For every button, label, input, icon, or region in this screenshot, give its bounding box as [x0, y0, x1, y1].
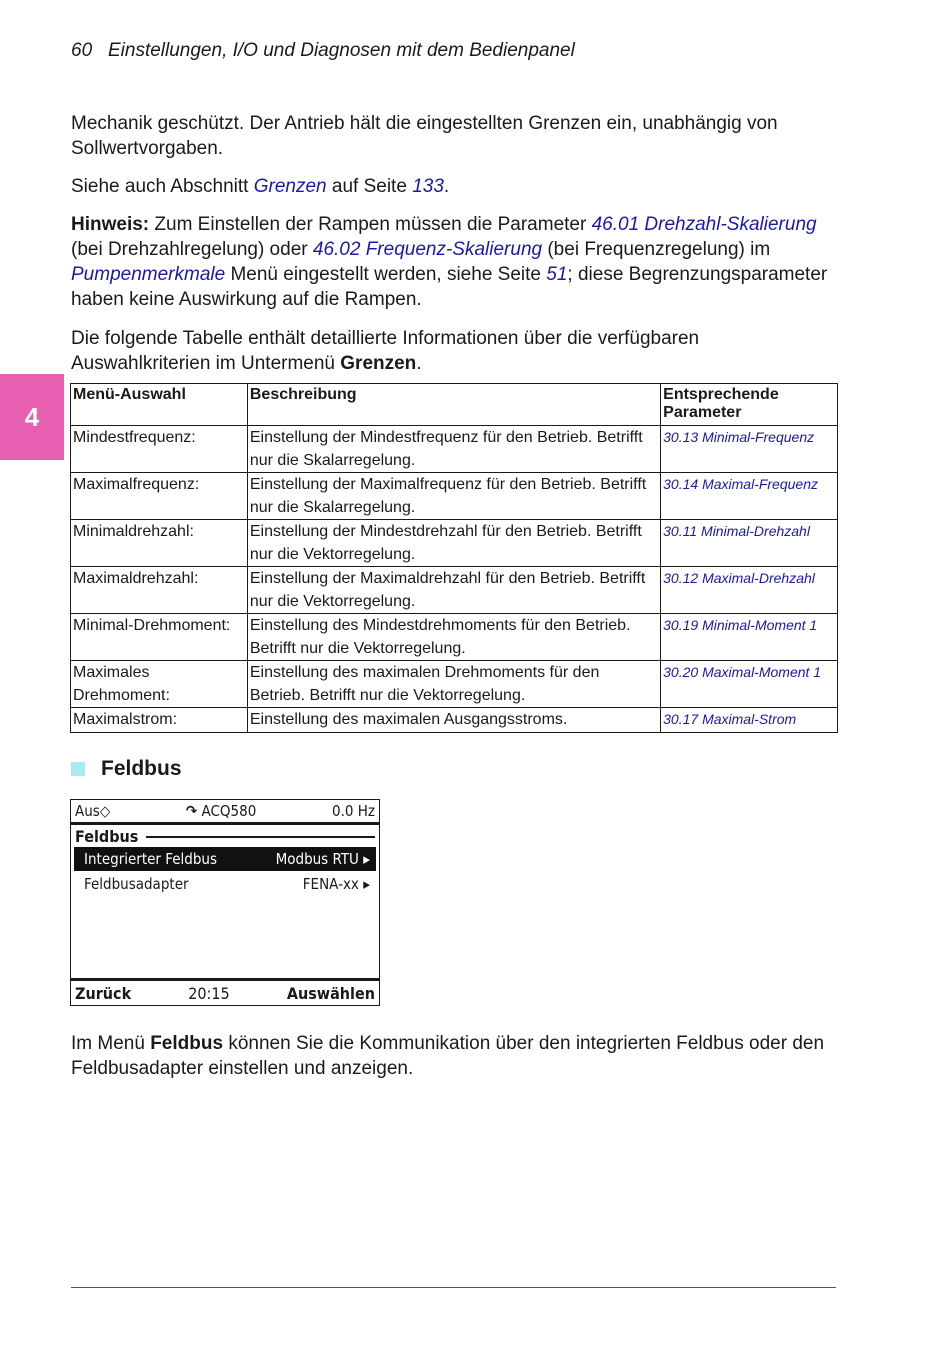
- lcd-status-right: 0.0 Hz: [332, 802, 375, 820]
- select-softkey[interactable]: Auswählen: [286, 983, 375, 1003]
- cell-parameter-link[interactable]: 30.17 Maximal-Strom: [661, 708, 838, 733]
- link-grenzen[interactable]: Grenzen: [253, 176, 327, 197]
- arrow-right-icon: ▸: [363, 850, 370, 868]
- cell-description: Einstellung der Mindestfrequenz für den Betrieb. Betrifft nur die Skalarregelung.: [247, 426, 660, 473]
- cell-description: Einstellung der Mindestdrehzahl für den Betrieb. Betrifft nur die Vektorregelung.: [247, 520, 660, 567]
- section-heading: [71, 757, 182, 781]
- link-page-133[interactable]: 133: [412, 176, 444, 197]
- footer-rule: [71, 1287, 836, 1288]
- table-row: [71, 473, 838, 520]
- lcd-status-left: Aus◇: [75, 802, 111, 820]
- header-menu: Menü-Auswahl: [71, 384, 248, 426]
- cell-menu: Minimaldrehzahl:: [71, 520, 248, 567]
- rotation-arrow-icon: ↷: [185, 802, 198, 820]
- cell-parameter-link[interactable]: 30.12 Maximal-Drehzahl: [661, 567, 838, 614]
- lcd-footer: [71, 978, 379, 1005]
- lcd-status-center: ↷ ACQ580: [185, 802, 257, 820]
- link-page-51[interactable]: 51: [546, 264, 568, 285]
- section-title: Feldbus: [101, 757, 182, 780]
- table-header-row: [71, 384, 838, 426]
- cell-menu: Maximaldrehzahl:: [71, 567, 248, 614]
- running-title: Einstellungen, I/O und Diagnosen mit dem Bedienpanel: [107, 40, 575, 61]
- lcd-menu-title: Feldbus: [71, 825, 379, 846]
- table-row: [71, 614, 838, 661]
- lcd-item-integrierter-feldbus[interactable]: Integrierter Feldbus Modbus RTU ▸: [74, 847, 376, 871]
- header-parameter: Entsprechende Parameter: [661, 384, 838, 426]
- paragraph-3: Hinweis: Zum Einstellen der Rampen müssen die Parameter 46.01 Drehzahl-Skalierung (bei Drehzahlregelung) oder 46.02 Frequenz-Skalierung (bei Frequenzregelung) im Pumpenmerkmale Menü eingestellt werden, siehe Seite 51; diese Begrenzungsparameter haben keine Auswirkung auf die Rampen.: [71, 214, 828, 310]
- note-label: Hinweis:: [71, 214, 150, 235]
- link-46-01[interactable]: 46.01 Drehzahl-Skalierung: [591, 214, 817, 235]
- lcd-title-divider: [146, 836, 375, 838]
- cell-parameter-link[interactable]: 30.14 Maximal-Frequenz: [661, 473, 838, 520]
- limits-table: [70, 383, 838, 733]
- closing-paragraph: Im Menü Feldbus können Sie die Kommunikation über den integrierten Feldbus oder den Feldbusadapter einstellen und anzeigen.: [71, 1033, 825, 1079]
- link-46-02[interactable]: 46.02 Frequenz-Skalierung: [312, 239, 543, 260]
- table-row: [71, 520, 838, 567]
- cell-description: Einstellung des Mindestdrehmoments für den Betrieb. Betrifft nur die Vektorregelung.: [247, 614, 660, 661]
- table-row: [71, 661, 838, 708]
- cell-menu: Minimal-Drehmoment:: [71, 614, 248, 661]
- arrow-right-icon: ▸: [363, 875, 370, 893]
- cell-description: Einstellung des maximalen Ausgangsstroms.: [247, 708, 660, 733]
- control-panel-screen: [70, 799, 380, 1006]
- cell-parameter-link[interactable]: 30.13 Minimal-Frequenz: [661, 426, 838, 473]
- cell-menu: Maximales Drehmoment:: [71, 661, 248, 708]
- back-softkey[interactable]: Zurück: [75, 983, 132, 1003]
- cell-parameter-link[interactable]: 30.19 Minimal-Moment 1: [661, 614, 838, 661]
- cell-parameter-link[interactable]: 30.20 Maximal-Moment 1: [661, 661, 838, 708]
- cell-menu: Maximalfrequenz:: [71, 473, 248, 520]
- link-pumpenmerkmale[interactable]: Pumpenmerkmale: [71, 264, 226, 285]
- lcd-item-feldbusadapter[interactable]: Feldbusadapter FENA-xx ▸: [84, 875, 370, 893]
- cell-parameter-link[interactable]: 30.11 Minimal-Drehzahl: [661, 520, 838, 567]
- cell-description: Einstellung der Maximalfrequenz für den Betrieb. Betrifft nur die Skalarregelung.: [247, 473, 660, 520]
- table-row: [71, 426, 838, 473]
- cell-menu: Mindestfrequenz:: [71, 426, 248, 473]
- paragraph-4: Die folgende Tabelle enthält detaillierte Informationen über die verfügbaren Auswahlkriterien im Untermenü Grenzen.: [71, 328, 700, 374]
- running-head: [71, 40, 575, 62]
- lcd-clock: 20:15: [188, 983, 230, 1003]
- paragraph-1: Mechanik geschützt. Der Antrieb hält die eingestellten Grenzen ein, unabhängig von Sollwertvorgaben.: [71, 113, 778, 159]
- cell-description: Einstellung des maximalen Drehmoments für den Betrieb. Betrifft nur die Vektorregelung.: [247, 661, 660, 708]
- table-row: [71, 708, 838, 733]
- page-number: 60: [71, 40, 93, 61]
- paragraph-2: Siehe auch Abschnitt Grenzen auf Seite 133.: [71, 176, 450, 197]
- cell-description: Einstellung der Maximaldrehzahl für den Betrieb. Betrifft nur die Vektorregelung.: [247, 567, 660, 614]
- chapter-tab: 4: [0, 374, 64, 460]
- off-diamond-icon: ◇: [99, 802, 111, 820]
- lcd-status-bar: [71, 800, 379, 825]
- cell-menu: Maximalstrom:: [71, 708, 248, 733]
- table-row: [71, 567, 838, 614]
- header-description: Beschreibung: [247, 384, 660, 426]
- section-bullet-icon: [71, 762, 85, 776]
